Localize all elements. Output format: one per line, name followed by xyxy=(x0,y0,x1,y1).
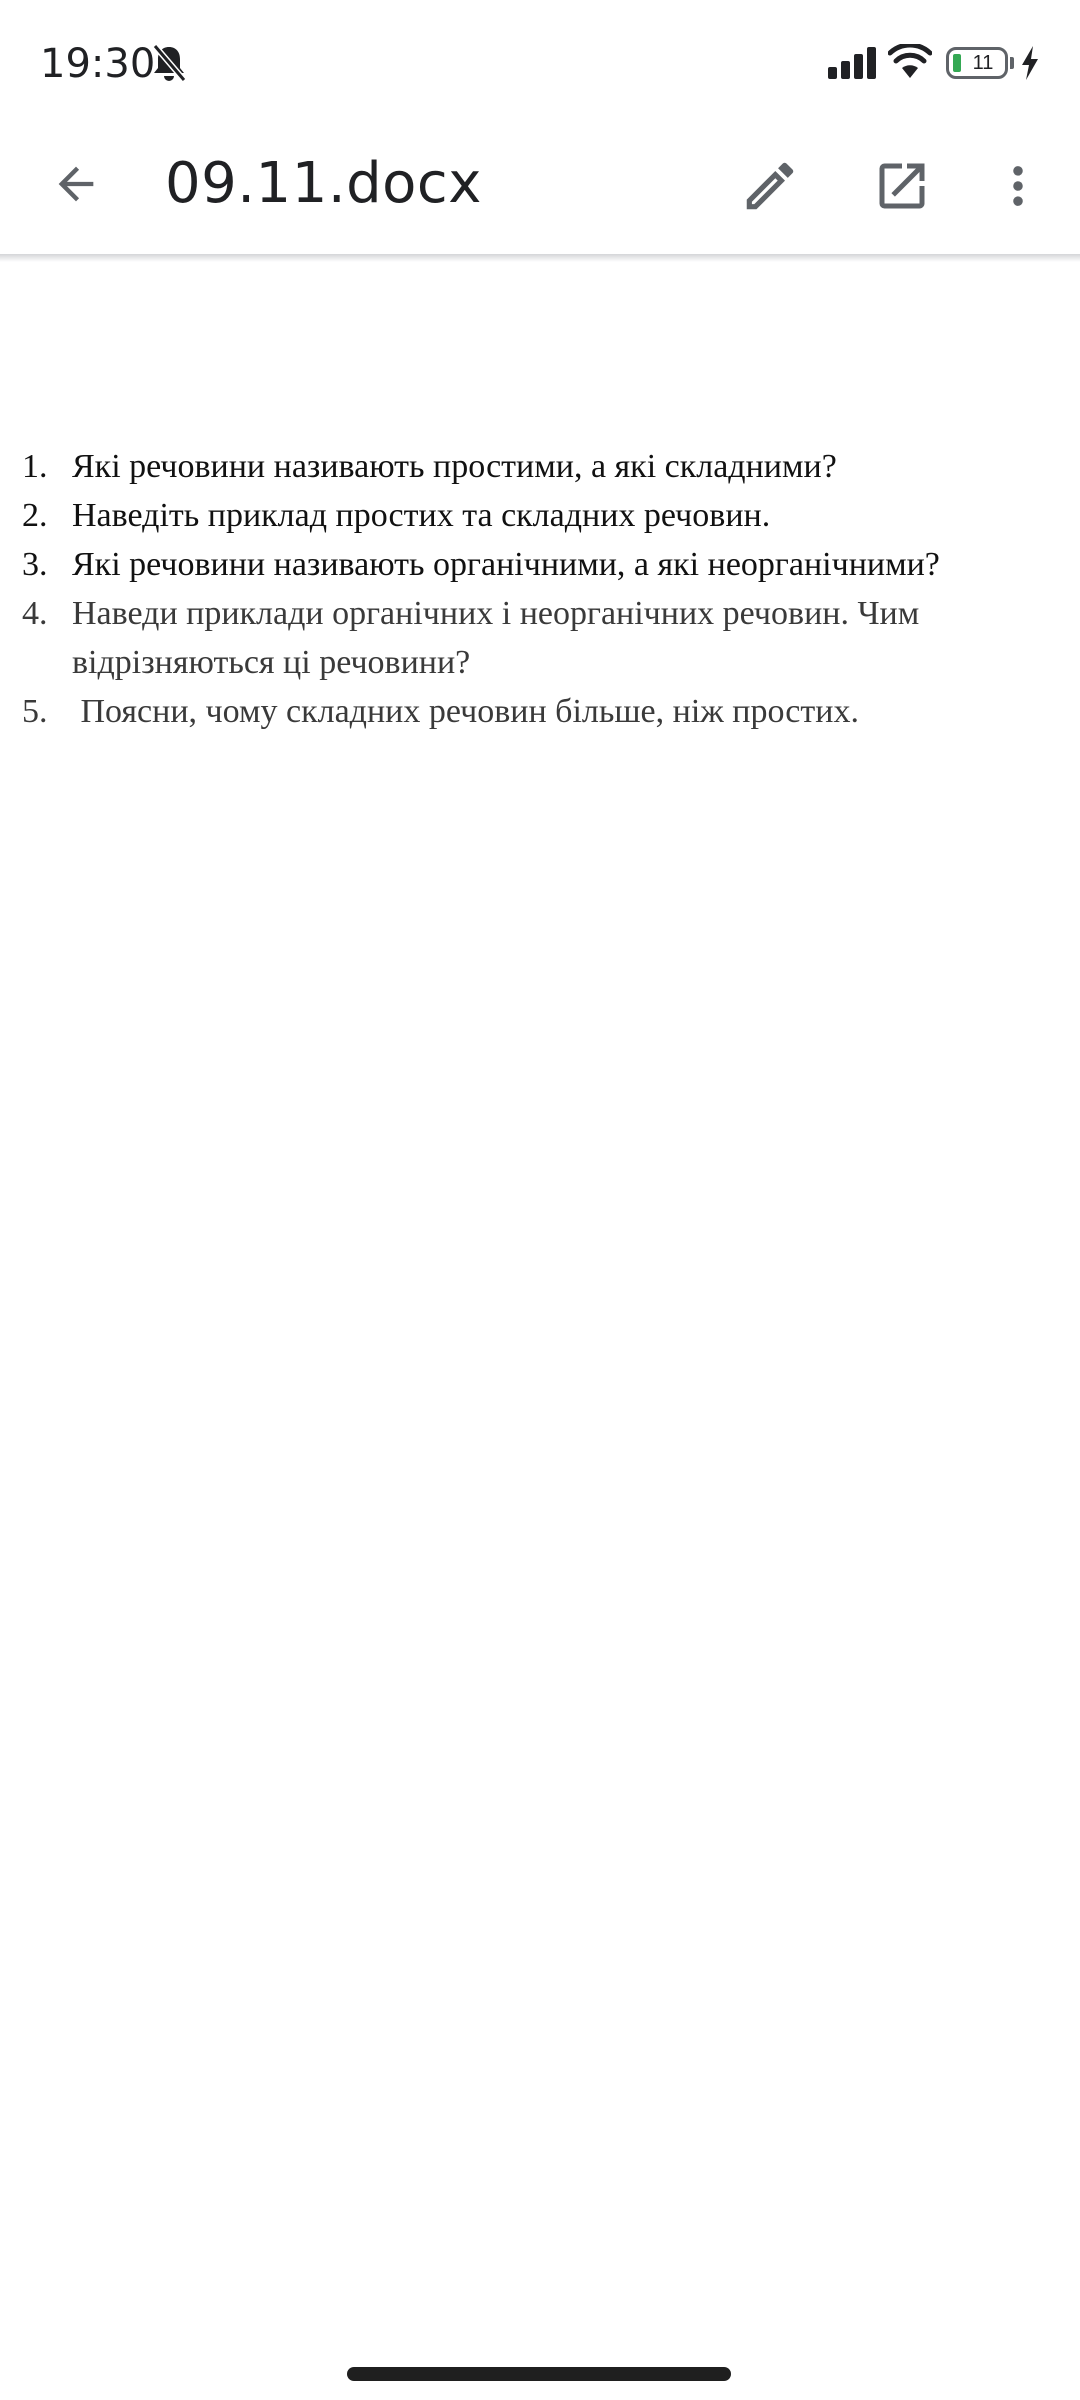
wifi-icon xyxy=(888,44,932,80)
signal-icon xyxy=(828,47,880,79)
document-title: 09.11.docx xyxy=(165,151,482,216)
list-item-text: Наведіть приклад простих та складних речовин. xyxy=(72,497,771,534)
home-indicator[interactable] xyxy=(347,2367,731,2381)
list-item xyxy=(0,687,1080,736)
list-item-number: 1. xyxy=(22,448,48,485)
battery-cap xyxy=(1010,57,1014,69)
battery-fill xyxy=(953,54,961,72)
list-item xyxy=(0,491,1080,540)
pencil-icon xyxy=(739,155,801,217)
battery-level: 11 xyxy=(972,52,994,74)
battery-icon xyxy=(946,47,1008,79)
list-item-text: Які речовини називають простими, а які складними? xyxy=(72,448,837,485)
question-list xyxy=(0,442,1080,736)
back-button[interactable] xyxy=(36,144,116,224)
arrow-back-icon xyxy=(50,158,102,210)
status-bar xyxy=(0,0,1080,120)
status-time: 19:30 xyxy=(40,41,156,87)
list-item-text: Поясни, чому складних речовин більше, ніж простих. xyxy=(72,693,859,730)
app-toolbar xyxy=(0,120,1080,256)
more-options-button[interactable] xyxy=(980,144,1056,228)
open-in-new-icon xyxy=(872,156,932,216)
list-item-text: Наведи приклади органічних і неорганічних речовин. Чим відрізняються ці речовини? xyxy=(72,595,920,681)
list-item-number: 5. xyxy=(22,693,48,730)
list-item-number: 4. xyxy=(22,595,48,632)
charging-icon xyxy=(1020,46,1040,80)
list-item xyxy=(0,442,1080,491)
list-item-number: 2. xyxy=(22,497,48,534)
toolbar-divider xyxy=(0,254,1080,262)
open-with-button[interactable] xyxy=(860,144,944,228)
list-item xyxy=(0,540,1080,589)
list-item-text: Які речовини називають органічними, а які неорганічними? xyxy=(72,546,940,583)
list-item-number: 3. xyxy=(22,546,48,583)
edit-button[interactable] xyxy=(728,144,812,228)
list-item xyxy=(0,589,1080,687)
document-viewer[interactable] xyxy=(0,262,1080,2322)
more-vert-icon xyxy=(992,156,1044,216)
bell-off-icon xyxy=(151,43,187,83)
